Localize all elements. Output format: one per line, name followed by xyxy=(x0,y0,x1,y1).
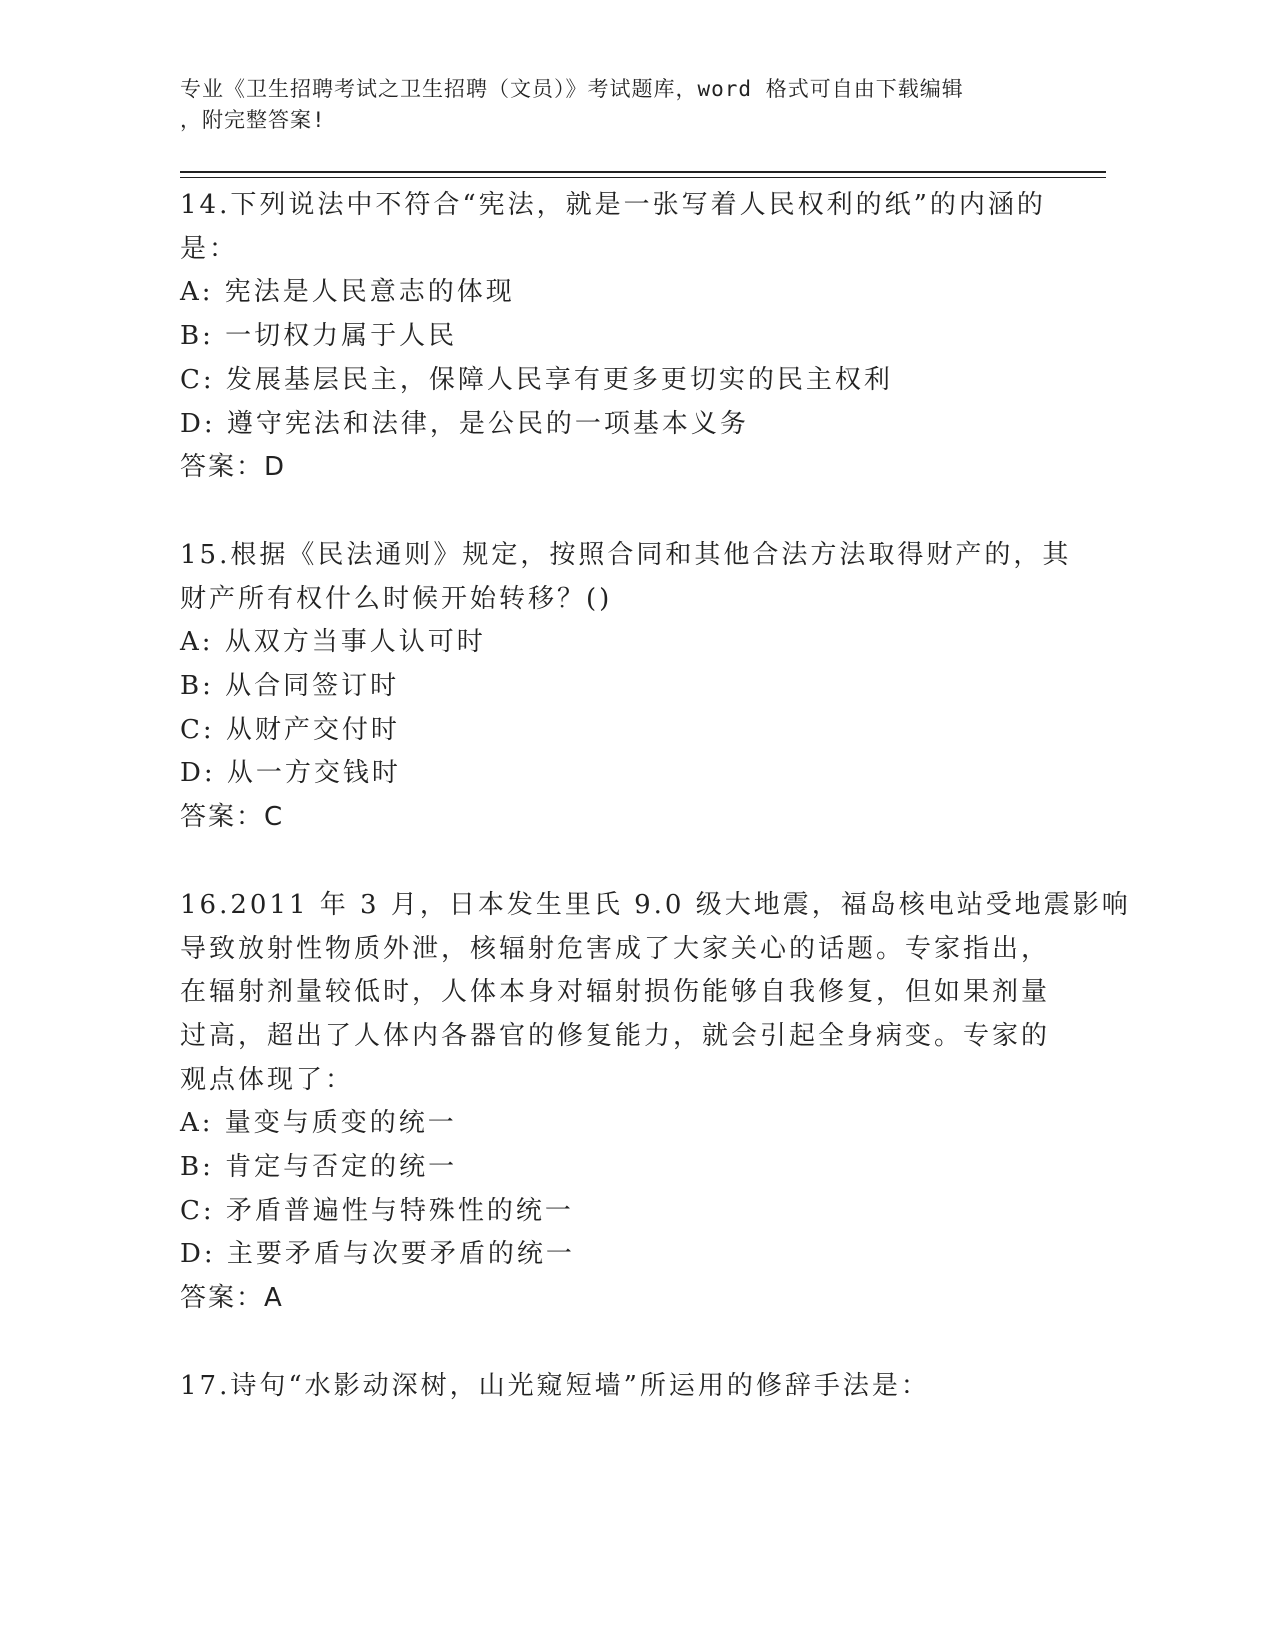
question-stem-line: 15.根据《民法通则》规定，按照合同和其他合法方法取得财产的，其 xyxy=(180,539,1072,570)
answer-line: 答案：C xyxy=(180,802,285,833)
question-stem-line: 观点体现了： xyxy=(180,1064,355,1095)
question-list xyxy=(180,184,1131,1409)
option-d: D: 主要矛盾与次要矛盾的统一 xyxy=(180,1239,575,1270)
question-14 xyxy=(180,184,1060,490)
question-stem-line: 过高，超出了人体内各器官的修复能力，就会引起全身病变。专家的 xyxy=(180,1020,1051,1051)
header-line-2: ，附完整答案! xyxy=(180,108,326,132)
question-stem-line: 导致放射性物质外泄，核辐射危害成了大家关心的话题。专家指出， xyxy=(180,933,1051,964)
question-17 xyxy=(180,1365,1060,1409)
question-stem-line: 在辐射剂量较低时，人体本身对辐射损伤能够自我修复，但如果剂量 xyxy=(180,977,1051,1008)
option-c: C: 矛盾普遍性与特殊性的统一 xyxy=(180,1195,574,1226)
document-header xyxy=(180,74,1080,136)
header-rule-thick xyxy=(180,171,1106,173)
option-d: D: 遵守宪法和法律，是公民的一项基本义务 xyxy=(180,408,749,439)
question-15 xyxy=(180,534,1072,840)
header-rule-thin xyxy=(180,177,1106,178)
option-c: C: 从财产交付时 xyxy=(180,714,400,745)
answer-line: 答案：D xyxy=(180,452,287,483)
spacer xyxy=(180,1321,1060,1365)
question-16 xyxy=(180,884,1131,1321)
spacer xyxy=(180,840,1060,884)
spacer xyxy=(180,490,1060,534)
option-c: C: 发展基层民主，保障人民享有更多更切实的民主权利 xyxy=(180,364,893,395)
question-stem-line: 16.2011 年 3 月，日本发生里氏 9.0 级大地震，福岛核电站受地震影响 xyxy=(180,889,1131,920)
option-b: B: 肯定与否定的统一 xyxy=(180,1152,458,1183)
question-stem-line: 14.下列说法中不符合“宪法，就是一张写着人民权利的纸”的内涵的 xyxy=(180,190,1046,220)
option-a: A: 从双方当事人认可时 xyxy=(180,627,486,658)
option-b: B: 一切权力属于人民 xyxy=(180,321,458,352)
option-b: B: 从合同签订时 xyxy=(180,671,400,702)
question-stem-line: 财产所有权什么时候开始转移？() xyxy=(180,583,613,614)
question-stem-line: 是： xyxy=(180,233,239,264)
option-d: D: 从一方交钱时 xyxy=(180,758,401,789)
header-line-1: 专业《卫生招聘考试之卫生招聘（文员）》考试题库，word 格式可自由下载编辑 xyxy=(180,77,964,101)
question-stem-line: 17.诗句“水影动深树，山光窥短墙”所运用的修辞手法是： xyxy=(180,1370,930,1401)
answer-line: 答案：A xyxy=(180,1283,284,1314)
option-a: A: 量变与质变的统一 xyxy=(180,1108,457,1139)
option-a: A: 宪法是人民意志的体现 xyxy=(180,277,515,308)
